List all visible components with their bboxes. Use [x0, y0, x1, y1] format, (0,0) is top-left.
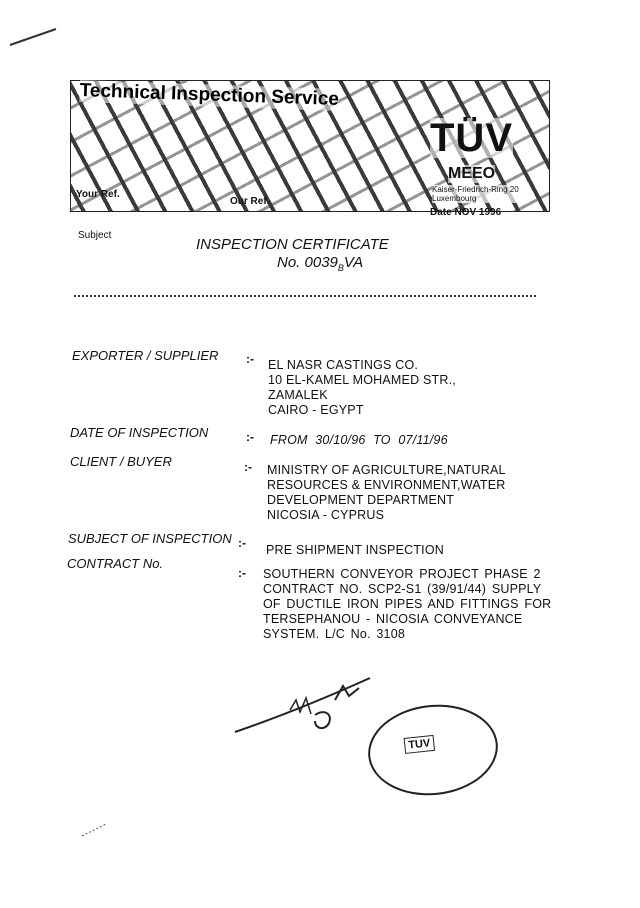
- scan-mark-bottom: [80, 820, 110, 840]
- contract-label: CONTRACT No.: [67, 556, 164, 571]
- date-of-inspection-label: DATE OF INSPECTION: [70, 425, 209, 440]
- signature: [230, 670, 390, 740]
- exporter-value: EL NASR CASTINGS CO. 10 EL-KAMEL MOHAMED STR., ZAMALEK CAIRO - EGYPT: [268, 358, 456, 417]
- service-title: Technical Inspection Service: [79, 80, 340, 111]
- separator-line: [74, 295, 536, 297]
- certificate-number-sub: B: [337, 263, 344, 273]
- date-of-inspection-sep: :-: [246, 430, 254, 444]
- subject-of-inspection-label: SUBJECT OF INSPECTION: [68, 531, 232, 546]
- subject-of-inspection-sep: :-: [238, 536, 246, 550]
- certificate-title: INSPECTION CERTIFICATE: [196, 236, 389, 253]
- subject-of-inspection-value: PRE SHIPMENT INSPECTION: [266, 543, 445, 557]
- scan-mark: [8, 25, 58, 50]
- client-value: MINISTRY OF AGRICULTURE,NATURAL RESOURCES & ENVIRONMENT,WATER DEVELOPMENT DEPARTMENT NICOSIA - CYPRUS: [267, 463, 506, 522]
- certificate-number: [277, 254, 363, 273]
- letterhead-address: Kaiser-Friedrich-Ring 20 Luxembourg: [432, 185, 519, 203]
- your-ref-label: Your Ref.: [76, 189, 120, 200]
- our-ref-label: Our Ref.: [230, 196, 270, 207]
- exporter-sep: :-: [246, 352, 254, 366]
- contract-sep: :-: [238, 566, 246, 580]
- certificate-number-main: No. 0039: [277, 254, 338, 271]
- date-of-inspection-value: FROM 30/10/96 TO 07/11/96: [270, 433, 448, 447]
- division-name: MEEO: [448, 165, 496, 182]
- tuv-logo: TÜV: [430, 116, 513, 160]
- client-label: CLIENT / BUYER: [70, 454, 172, 469]
- date-label: Date NOV 1996: [430, 207, 502, 218]
- client-sep: :-: [244, 460, 252, 474]
- stamp-text: TUV: [404, 735, 436, 754]
- subject-label: Subject: [78, 230, 112, 241]
- exporter-label: EXPORTER / SUPPLIER: [72, 348, 219, 363]
- certificate-number-suffix: VA: [343, 254, 364, 271]
- contract-value: SOUTHERN CONVEYOR PROJECT PHASE 2 CONTRACT NO. SCP2-S1 (39/91/44) SUPPLY OF DUCTILE IRON PIPES AND FITTINGS FOR TERSEPHANOU - NICOSIA CONVEYANCE SYSTEM. L/C No. 3108: [263, 567, 552, 641]
